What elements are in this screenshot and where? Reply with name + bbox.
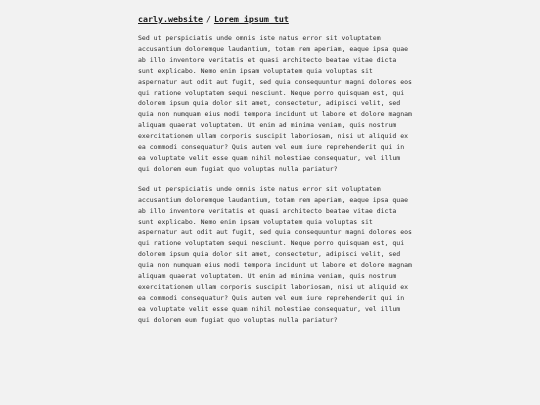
- paragraph-line: Sed ut perspiciatis unde omnis iste natus error sit voluptatem: [138, 184, 381, 193]
- paragraph-line: qui ratione voluptatem sequi nesciunt. Neque porro quisquam est, qui: [138, 239, 405, 248]
- paragraph-line: aspernatur aut odit aut fugit, sed quia consequuntur magni dolores eos: [138, 77, 412, 86]
- paragraph-line: exercitationem ullam corporis suscipit laboriosam, nisi ut aliquid ex: [138, 132, 409, 141]
- paragraph-line: ab illo inventore veritatis et quasi architecto beatae vitae dicta: [138, 55, 397, 64]
- breadcrumb: [138, 13, 289, 25]
- breadcrumb-page-link[interactable]: Lorem ipsum tut: [213, 14, 289, 24]
- paragraph-line: aliquam quaerat voluptatem. Ut enim ad minima veniam, quis nostrum: [138, 272, 397, 281]
- paragraph-line: ea voluptate velit esse quam nihil molestiae consequatur, vel illum: [138, 304, 401, 313]
- paragraph-line: sunt explicabo. Nemo enim ipsam voluptatem quia voluptas sit: [138, 66, 373, 75]
- paragraph-line: qui dolorem eum fugiat quo voluptas nulla pariatur?: [138, 164, 338, 173]
- paragraph-line: ea commodi consequatur? Quis autem vel eum iure reprehenderit qui in: [138, 143, 405, 152]
- paragraph-line: accusantium doloremque laudantium, totam rem aperiam, eaque ipsa quae: [138, 195, 409, 204]
- paragraph-line: qui dolorem eum fugiat quo voluptas nulla pariatur?: [138, 315, 338, 324]
- paragraph: [138, 33, 410, 175]
- paragraph-line: exercitationem ullam corporis suscipit laboriosam, nisi ut aliquid ex: [138, 282, 409, 291]
- paragraph-line: ab illo inventore veritatis et quasi architecto beatae vitae dicta: [138, 206, 397, 215]
- paragraph-line: quia non numquam eius modi tempora incidunt ut labore et dolore magnam: [138, 110, 412, 119]
- paragraph-line: dolorem ipsum quia dolor sit amet, consectetur, adipisci velit, sed: [138, 99, 401, 108]
- paragraph-line: aspernatur aut odit aut fugit, sed quia consequuntur magni dolores eos: [138, 228, 412, 237]
- paragraph-line: sunt explicabo. Nemo enim ipsam voluptatem quia voluptas sit: [138, 217, 373, 226]
- paragraph-line: Sed ut perspiciatis unde omnis iste natus error sit voluptatem: [138, 34, 381, 42]
- paragraph-line: qui ratione voluptatem sequi nesciunt. Neque porro quisquam est, qui: [138, 88, 405, 97]
- paragraph-line: accusantium doloremque laudantium, totam rem aperiam, eaque ipsa quae: [138, 44, 409, 53]
- paragraph-line: dolorem ipsum quia dolor sit amet, consectetur, adipisci velit, sed: [138, 250, 401, 259]
- paragraph-line: ea voluptate velit esse quam nihil molestiae consequatur, vel illum: [138, 153, 401, 162]
- paragraph-line: aliquam quaerat voluptatem. Ut enim ad minima veniam, quis nostrum: [138, 121, 397, 130]
- paragraph-line: quia non numquam eius modi tempora incidunt ut labore et dolore magnam: [138, 261, 412, 270]
- paragraph-line: ea commodi consequatur? Quis autem vel eum iure reprehenderit qui in: [138, 293, 405, 302]
- breadcrumb-site-link[interactable]: carly.website: [138, 14, 203, 24]
- article-body: [138, 33, 410, 335]
- paragraph: [138, 184, 410, 326]
- breadcrumb-separator: /: [205, 14, 211, 24]
